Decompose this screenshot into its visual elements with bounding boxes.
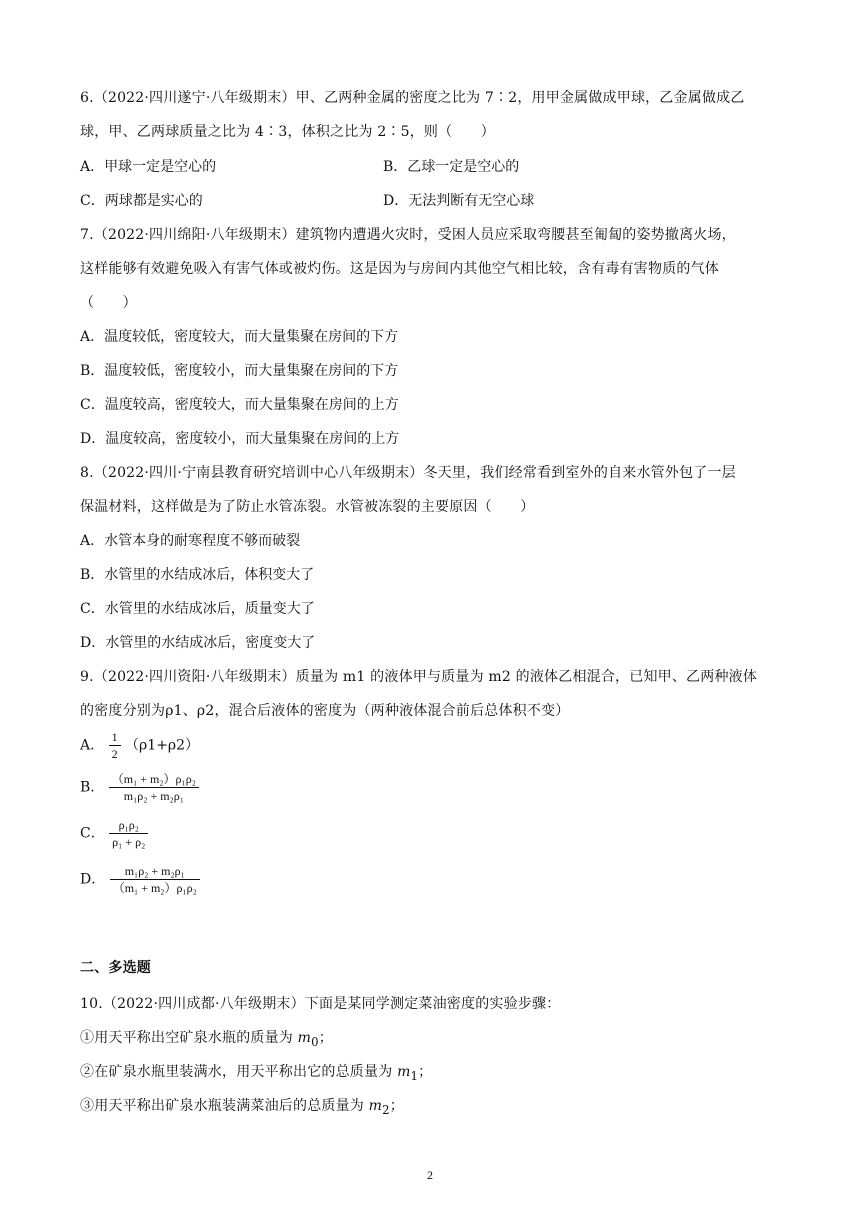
step-1-text: ①用天平称出空矿泉水瓶的质量为: [80, 1030, 298, 1046]
question-9-line-2: 的密度分别为ρ1、ρ2，混合后液体的密度为（两种液体混合前后总体积不变）: [80, 703, 570, 719]
question-7-option-b: B．温度较低，密度较小，而大量集聚在房间的下方: [80, 363, 399, 379]
step-1-variable: m: [297, 1030, 312, 1046]
question-9-option-b: [80, 772, 199, 803]
fraction-numerator: ρ₁ρ₂: [109, 818, 148, 834]
question-9-option-d: [80, 864, 200, 895]
question-8-option-b: B．水管里的水结成冰后，体积变大了: [80, 567, 315, 583]
step-1-subscript: 0: [311, 1034, 319, 1049]
question-8-line-1: 8.（2022·四川·宁南县教育研究培训中心八年级期末）冬天里，我们经常看到室外的自来水管外包了一层: [80, 465, 736, 481]
question-6-option-c: C．两球都是实心的: [80, 193, 203, 209]
fraction-denominator: ρ₁ + ρ₂: [112, 835, 146, 849]
step-3-text: ③用天平称出矿泉水瓶装满菜油后的总质量为: [80, 1098, 369, 1114]
question-6-option-b: B．乙球一定是空心的: [383, 159, 520, 175]
question-6-line-2: 球，甲、乙两球质量之比为 4∶3，体积之比为 2∶5，则（ ）: [80, 124, 495, 140]
option-d-label: D．: [80, 871, 106, 888]
question-10-step-2: [80, 1062, 432, 1086]
question-8-option-a: A．水管本身的耐寒程度不够而破裂: [80, 533, 301, 549]
question-8-line-2: 保温材料，这样做是为了防止水管冻裂。水管被冻裂的主要原因（ ）: [80, 499, 535, 515]
option-b-fraction: [109, 772, 199, 803]
question-9-option-a: [80, 730, 199, 761]
fraction-numerator: （m₁ + m₂）ρ₁ρ₂: [109, 772, 199, 788]
step-2-end: ；: [418, 1064, 433, 1080]
fraction-numerator: m₁ρ₂ + m₂ρ₁: [110, 864, 200, 880]
fraction-denominator: （m₁ + m₂）ρ₁ρ₂: [112, 881, 197, 895]
option-c-fraction: [109, 818, 148, 849]
step-3-end: ；: [389, 1098, 404, 1114]
fraction-denominator: m₁ρ₂ + m₂ρ₁: [123, 789, 184, 803]
step-3-subscript: 2: [382, 1102, 390, 1117]
question-7-line-3: （ ）: [80, 295, 137, 311]
step-1-end: ；: [318, 1030, 333, 1046]
question-8-option-d: D．水管里的水结成冰后，密度变大了: [80, 635, 316, 651]
option-b-label: B．: [80, 779, 105, 796]
question-7-option-a: A．温度较低，密度较大，而大量集聚在房间的下方: [80, 329, 399, 345]
fraction-numerator: 1: [109, 730, 121, 746]
step-2-variable: m: [397, 1064, 411, 1080]
question-9-line-1: 9.（2022·四川资阳·八年级期末）质量为 m1 的液体甲与质量为 m2 的液体乙相混合，已知甲、乙两种液体: [80, 669, 758, 685]
question-9-option-c: [80, 818, 148, 849]
question-7-option-c: C．温度较高，密度较大，而大量集聚在房间的上方: [80, 397, 399, 413]
option-d-fraction: [110, 864, 200, 895]
question-6-option-a: A．甲球一定是空心的: [80, 159, 217, 175]
question-10-step-3: [80, 1096, 404, 1120]
step-3-variable: m: [368, 1098, 383, 1114]
question-6-option-d: D．无法判断有无空心球: [383, 193, 535, 209]
one-half-fraction: [109, 730, 121, 761]
question-10-step-1: [80, 1028, 333, 1052]
question-7-line-1: 7.（2022·四川绵阳·八年级期末）建筑物内遭遇火灾时，受困人员应采取弯腰甚至匍匐的姿势撤离火场，: [80, 227, 736, 243]
question-10-line-1: 10.（2022·四川成都·八年级期末）下面是某同学测定菜油密度的实验步骤：: [80, 996, 561, 1012]
question-7-option-d: D．温度较高，密度较小，而大量集聚在房间的上方: [80, 431, 400, 447]
option-a-expression: （ρ1+ρ2）: [125, 737, 200, 754]
option-a-label: A．: [80, 737, 105, 754]
option-c-label: C．: [80, 825, 105, 842]
step-2-subscript: 1: [410, 1068, 419, 1083]
question-8-option-c: C．水管里的水结成冰后，质量变大了: [80, 601, 315, 617]
question-7-line-2: 这样能够有效避免吸入有害气体或被灼伤。这是因为与房间内其他空气相比较，含有毒有害物质的气体: [80, 261, 719, 277]
page-number: 2: [427, 1168, 433, 1182]
section-heading-multiple-choice: 二、多选题: [80, 960, 151, 976]
step-2-text: ②在矿泉水瓶里装满水，用天平称出它的总质量为: [80, 1064, 398, 1080]
question-6-line-1: 6.（2022·四川遂宁·八年级期末）甲、乙两种金属的密度之比为 7∶2，用甲金属做成甲球，乙金属做成乙: [80, 90, 745, 106]
fraction-denominator: 2: [111, 747, 118, 761]
